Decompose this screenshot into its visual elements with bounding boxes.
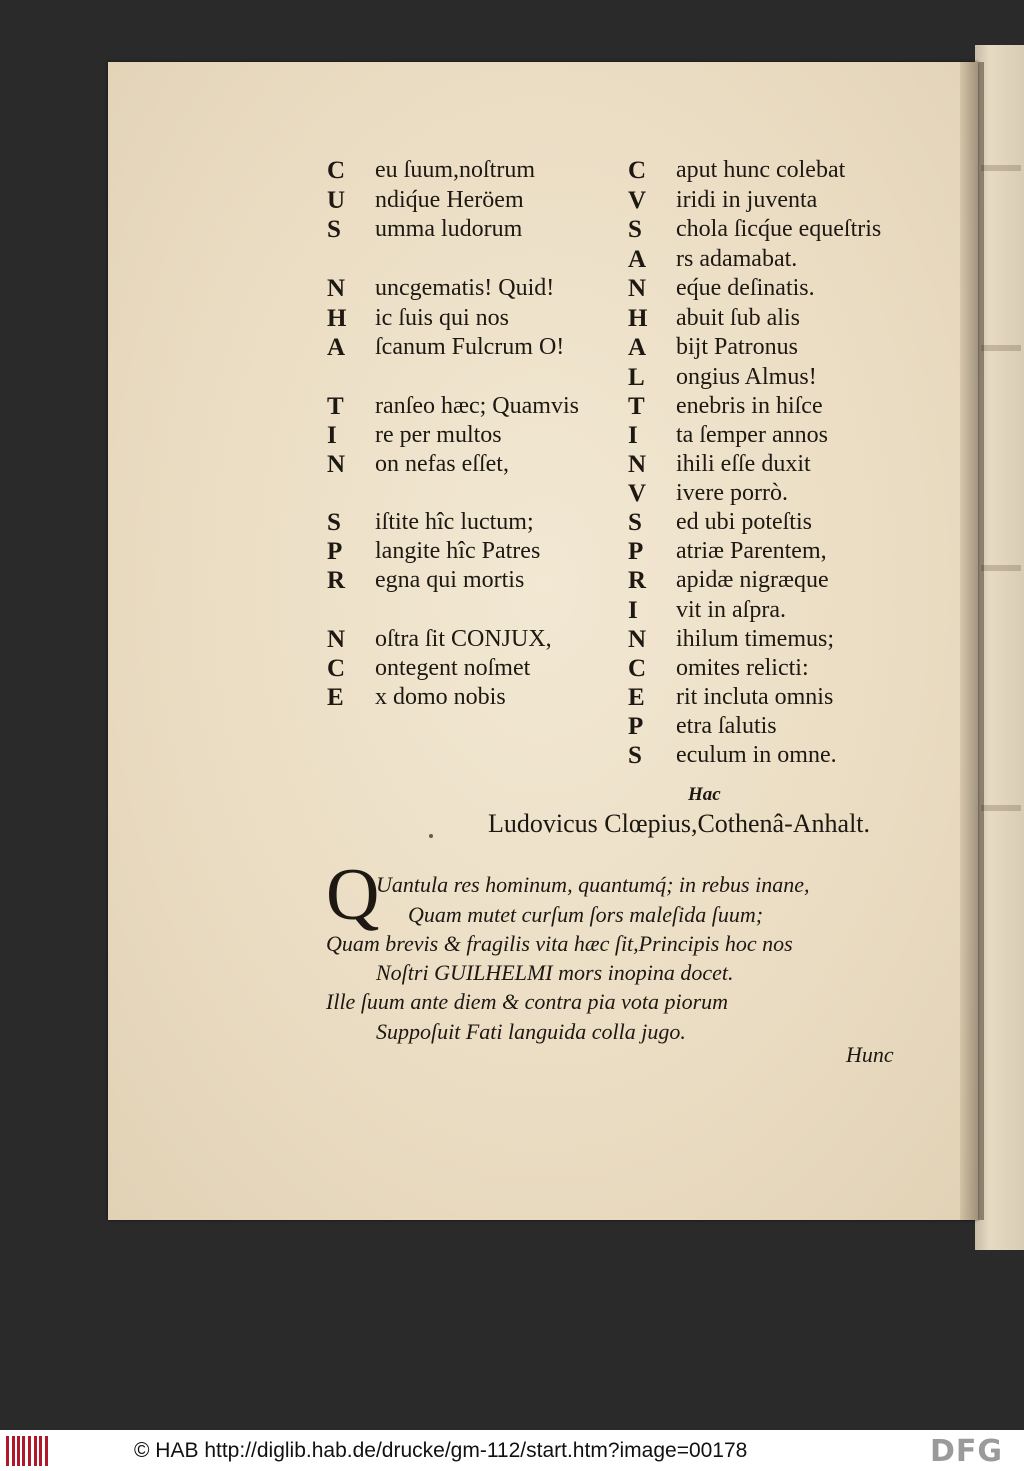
- acrostic-text: umma ludorum: [375, 216, 523, 242]
- acrostic-text: omites relicti:: [676, 655, 809, 681]
- acrostic-initial: N: [327, 626, 346, 653]
- acrostic-initial: L: [628, 364, 645, 391]
- acrostic-initial: C: [628, 655, 647, 682]
- acrostic-initial: N: [628, 451, 647, 478]
- hab-barcode-logo: [6, 1436, 50, 1466]
- acrostic-text: chola ſicq́ue equeſtris: [676, 216, 882, 242]
- acrostic-initial: E: [327, 684, 344, 711]
- poem-line: Ille ſuum ante diem & contra pia vota piorum: [326, 989, 729, 1014]
- acrostic-initial: P: [628, 713, 644, 740]
- acrostic-initial: S: [327, 216, 341, 243]
- acrostic-text: rs adamabat.: [676, 246, 798, 272]
- acrostic-initial: U: [327, 187, 346, 214]
- acrostic-text: eu ſuum,noſtrum: [375, 157, 535, 183]
- acrostic-initial: N: [327, 451, 346, 478]
- acrostic-text: abuit ſub alis: [676, 305, 800, 331]
- acrostic-text: re per multos: [375, 422, 502, 448]
- acrostic-initial: T: [628, 393, 645, 420]
- acrostic-text: langite hîc Patres: [375, 538, 541, 564]
- acrostic-initial: V: [628, 187, 647, 214]
- acrostic-text: atriæ Parentem,: [676, 538, 827, 564]
- acrostic-text: apidæ nigræque: [676, 567, 829, 593]
- acrostic-text: ſcanum Fulcrum O!: [375, 334, 565, 360]
- signature-intro: Hac: [688, 784, 721, 805]
- acrostic-text: rit incluta omnis: [676, 684, 834, 710]
- acrostic-initial: T: [327, 393, 344, 420]
- acrostic-initial: I: [628, 422, 638, 449]
- acrostic-text: etra ſalutis: [676, 713, 777, 739]
- acrostic-text: ihilum timemus;: [676, 626, 835, 652]
- acrostic-text: ranſeo hæc; Quamvis: [375, 393, 579, 419]
- acrostic-initial: S: [628, 509, 642, 536]
- acrostic-initial: N: [628, 275, 647, 302]
- acrostic-text: oſtra ſit CONJUX,: [375, 626, 552, 652]
- acrostic-initial: R: [327, 567, 346, 594]
- poem-line: Quam brevis & fragilis vita hæc ſit,Principis hoc nos: [326, 931, 793, 956]
- footer-copyright-url[interactable]: © HAB http://diglib.hab.de/drucke/gm-112/start.htm?image=00178: [134, 1439, 748, 1462]
- acrostic-text: ivere porrò.: [676, 480, 788, 506]
- acrostic-text: iridi in juventa: [676, 187, 818, 213]
- acrostic-initial: C: [628, 157, 647, 184]
- acrostic-text: ihili eſſe duxit: [676, 451, 811, 477]
- acrostic-initial: P: [628, 538, 644, 565]
- poem-line: Quam mutet curſum ſors maleſida ſuum;: [408, 902, 764, 927]
- acrostic-initial: V: [628, 480, 647, 507]
- acrostic-initial: A: [628, 246, 647, 273]
- acrostic-initial: S: [628, 216, 642, 243]
- acrostic-text: bijt Patronus: [676, 334, 799, 360]
- acrostic-text: ic ſuis qui nos: [375, 305, 510, 331]
- acrostic-initial: H: [327, 305, 347, 332]
- acrostic-initial: I: [628, 597, 638, 624]
- acrostic-text: on nefas eſſet,: [375, 451, 509, 477]
- poem-line: Noſtri GUILHELMI mors inopina docet.: [376, 960, 734, 985]
- acrostic-text: ta ſemper annos: [676, 422, 828, 448]
- acrostic-text: uncgematis! Quid!: [375, 275, 555, 301]
- acrostic-initial: C: [327, 655, 346, 682]
- dfg-logo: DFG: [930, 1434, 1004, 1469]
- acrostic-text: ontegent noſmet: [375, 655, 531, 681]
- page-gutter: [960, 62, 984, 1220]
- acrostic-text: iſtite hîc luctum;: [375, 509, 534, 535]
- acrostic-text: vit in aſpra.: [676, 597, 786, 623]
- acrostic-initial: A: [628, 334, 647, 361]
- acrostic-initial: N: [628, 626, 647, 653]
- acrostic-initial: H: [628, 305, 648, 332]
- acrostic-text: enebris in hiſce: [676, 393, 823, 419]
- acrostic-text: ongius Almus!: [676, 364, 817, 390]
- acrostic-text: x domo nobis: [375, 684, 506, 710]
- drop-cap: Q: [326, 854, 380, 936]
- acrostic-initial: I: [327, 422, 337, 449]
- acrostic-text: egna qui mortis: [375, 567, 525, 593]
- acrostic-initial: R: [628, 567, 647, 594]
- poem-line: Suppoſuit Fati languida colla jugo.: [376, 1019, 686, 1044]
- author-signature: Ludovicus Clœpius,Cothenâ-Anhalt.: [488, 809, 871, 838]
- catchword: Hunc: [846, 1042, 894, 1067]
- acrostic-initial: S: [327, 509, 341, 536]
- acrostic-initial: P: [327, 538, 343, 565]
- acrostic-text: eculum in omne.: [676, 742, 837, 768]
- ink-dot: [429, 834, 433, 838]
- poem-line: Uantula res hominum, quantumq́; in rebus inane,: [376, 872, 810, 897]
- acrostic-initial: E: [628, 684, 645, 711]
- acrostic-initial: A: [327, 334, 346, 361]
- acrostic-text: aput hunc colebat: [676, 157, 846, 183]
- acrostic-initial: C: [327, 157, 346, 184]
- acrostic-initial: N: [327, 275, 346, 302]
- footer-bar: [0, 1430, 1024, 1471]
- acrostic-text: ed ubi poteſtis: [676, 509, 812, 535]
- acrostic-text: ndiq́ue Heröem: [375, 187, 524, 213]
- acrostic-initial: S: [628, 742, 642, 769]
- acrostic-text: eq́ue deſinatis.: [676, 275, 815, 301]
